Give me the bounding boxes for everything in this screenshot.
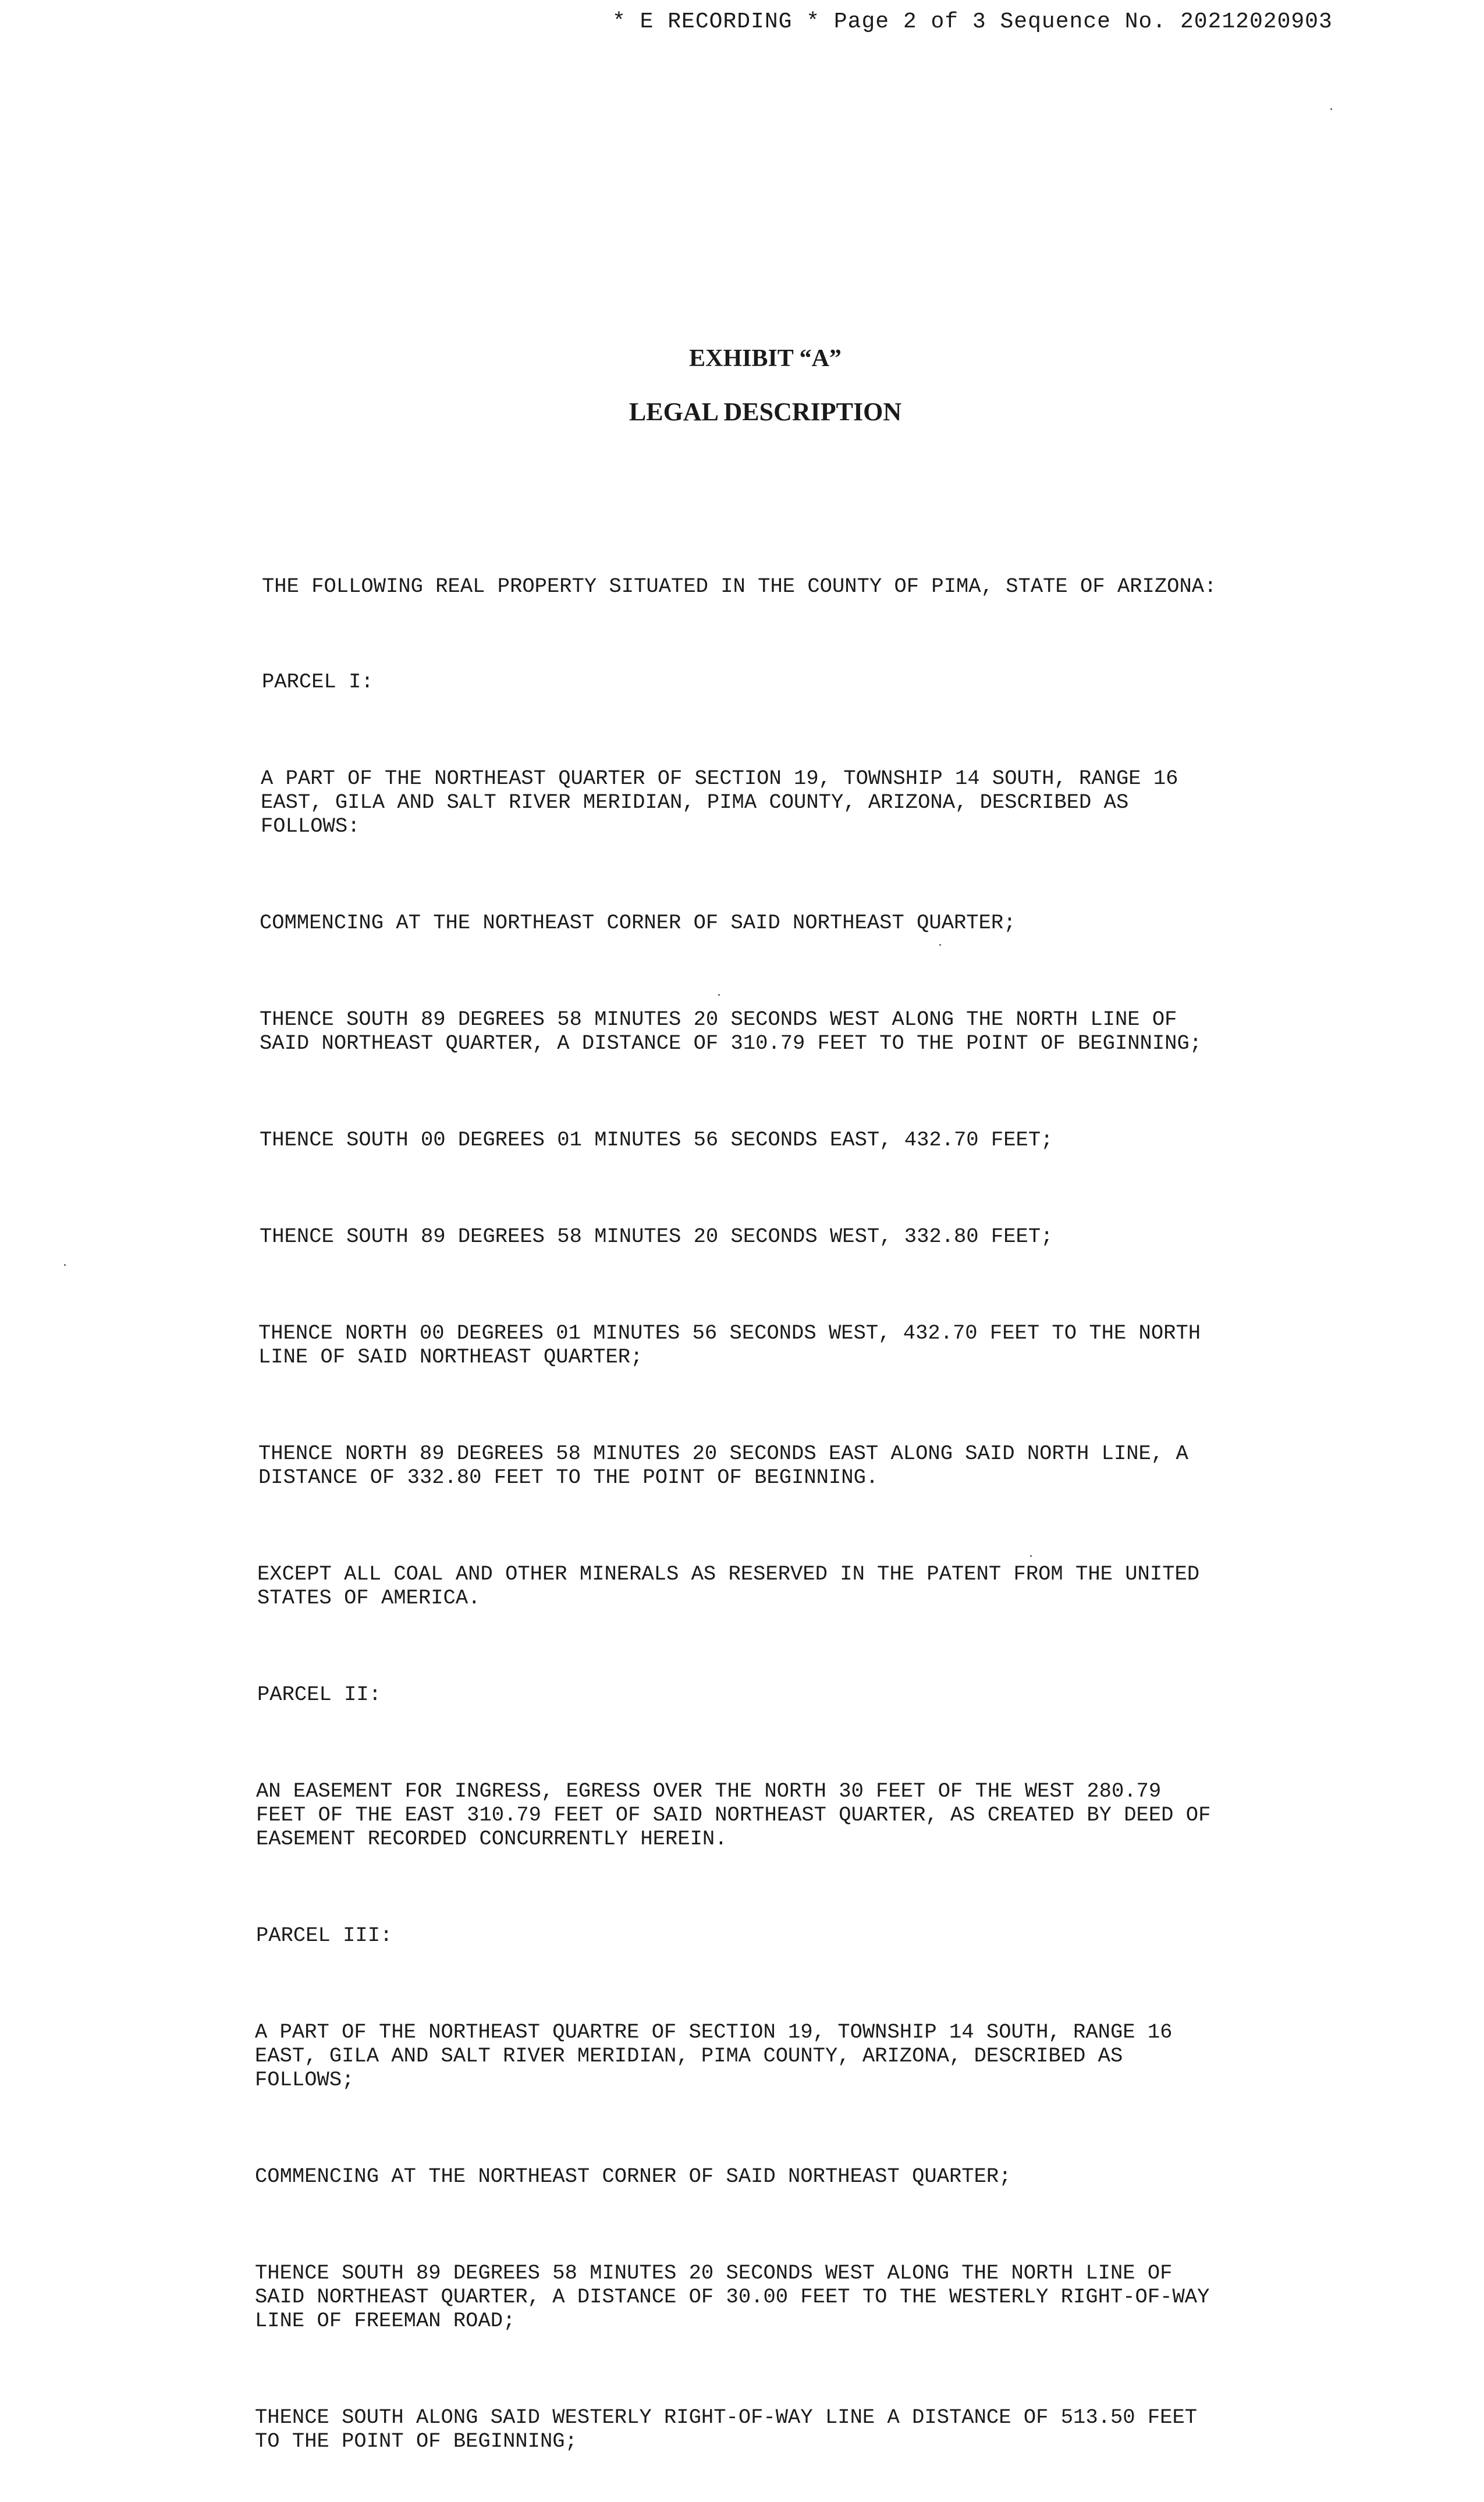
recording-header: * E RECORDING * Page 2 of 3 Sequence No. 20212020903 bbox=[612, 9, 1333, 34]
scan-speck bbox=[64, 1264, 66, 1266]
parcel-3-course-2: THENCE SOUTH ALONG SAID WESTERLY RIGHT-OF-WAY LINE A DISTANCE OF 513.50 FEET TO THE POINT OF BEGINNING; bbox=[255, 2405, 1198, 2453]
scan-speck bbox=[718, 994, 720, 996]
parcel-3-description: A PART OF THE NORTHEAST QUARTRE OF SECTION 19, TOWNSHIP 14 SOUTH, RANGE 16 EAST, GILA AND SALT RIVER MERIDIAN, PIMA COUNTY, ARIZONA, DESCRIBED AS FOLLOWS; bbox=[255, 2020, 1173, 2092]
parcel-2-label: PARCEL II: bbox=[257, 1683, 382, 1706]
parcel-1-course-3: THENCE SOUTH 89 DEGREES 58 MINUTES 20 SECONDS WEST, 332.80 FEET; bbox=[260, 1225, 1053, 1248]
parcel-1-course-5: THENCE NORTH 89 DEGREES 58 MINUTES 20 SECONDS EAST ALONG SAID NORTH LINE, A DISTANCE OF 332.80 FEET TO THE POINT OF BEGINNING. bbox=[258, 1442, 1188, 1489]
parcel-2-description: AN EASEMENT FOR INGRESS, EGRESS OVER THE NORTH 30 FEET OF THE WEST 280.79 FEET OF THE EAST 310.79 FEET OF SAID NORTHEAST QUARTER, AS CREATED BY DEED OF EASEMENT RECORDED CONCURRENTLY HEREIN. bbox=[256, 1779, 1211, 1851]
scan-speck bbox=[939, 944, 941, 946]
scan-speck bbox=[1330, 108, 1332, 110]
parcel-3-commencing: COMMENCING AT THE NORTHEAST CORNER OF SAID NORTHEAST QUARTER; bbox=[255, 2164, 1011, 2188]
parcel-1-commencing: COMMENCING AT THE NORTHEAST CORNER OF SAID NORTHEAST QUARTER; bbox=[260, 911, 1016, 935]
intro-paragraph: THE FOLLOWING REAL PROPERTY SITUATED IN THE COUNTY OF PIMA, STATE OF ARIZONA: bbox=[262, 574, 1217, 598]
parcel-1-course-2: THENCE SOUTH 00 DEGREES 01 MINUTES 56 SECONDS EAST, 432.70 FEET; bbox=[260, 1128, 1053, 1152]
parcel-1-course-4: THENCE NORTH 00 DEGREES 01 MINUTES 56 SECONDS WEST, 432.70 FEET TO THE NORTH LINE OF SAID NORTHEAST QUARTER; bbox=[258, 1321, 1201, 1369]
parcel-3-label: PARCEL III: bbox=[256, 1923, 393, 1947]
legal-description-title: LEGAL DESCRIPTION bbox=[629, 398, 902, 426]
parcel-1-course-1: THENCE SOUTH 89 DEGREES 58 MINUTES 20 SECONDS WEST ALONG THE NORTH LINE OF SAID NORTHEAST QUARTER, A DISTANCE OF 310.79 FEET TO THE POINT OF BEGINNING; bbox=[260, 1007, 1202, 1055]
parcel-1-label: PARCEL I: bbox=[262, 670, 374, 694]
scan-speck bbox=[1030, 1555, 1032, 1557]
title-block bbox=[0, 341, 1484, 430]
parcel-3-course-1: THENCE SOUTH 89 DEGREES 58 MINUTES 20 SECONDS WEST ALONG THE NORTH LINE OF SAID NORTHEAST QUARTER, A DISTANCE OF 30.00 FEET TO THE WESTERLY RIGHT-OF-WAY LINE OF FREEMAN ROAD; bbox=[255, 2261, 1210, 2333]
exhibit-title: EXHIBIT “A” bbox=[689, 345, 842, 372]
legal-description-body bbox=[255, 527, 1279, 2502]
parcel-1-description: A PART OF THE NORTHEAST QUARTER OF SECTION 19, TOWNSHIP 14 SOUTH, RANGE 16 EAST, GILA AND SALT RIVER MERIDIAN, PIMA COUNTY, ARIZONA, DESCRIBED AS FOLLOWS: bbox=[261, 766, 1178, 838]
parcel-1-exception: EXCEPT ALL COAL AND OTHER MINERALS AS RESERVED IN THE PATENT FROM THE UNITED STATES OF AMERICA. bbox=[257, 1562, 1200, 1610]
